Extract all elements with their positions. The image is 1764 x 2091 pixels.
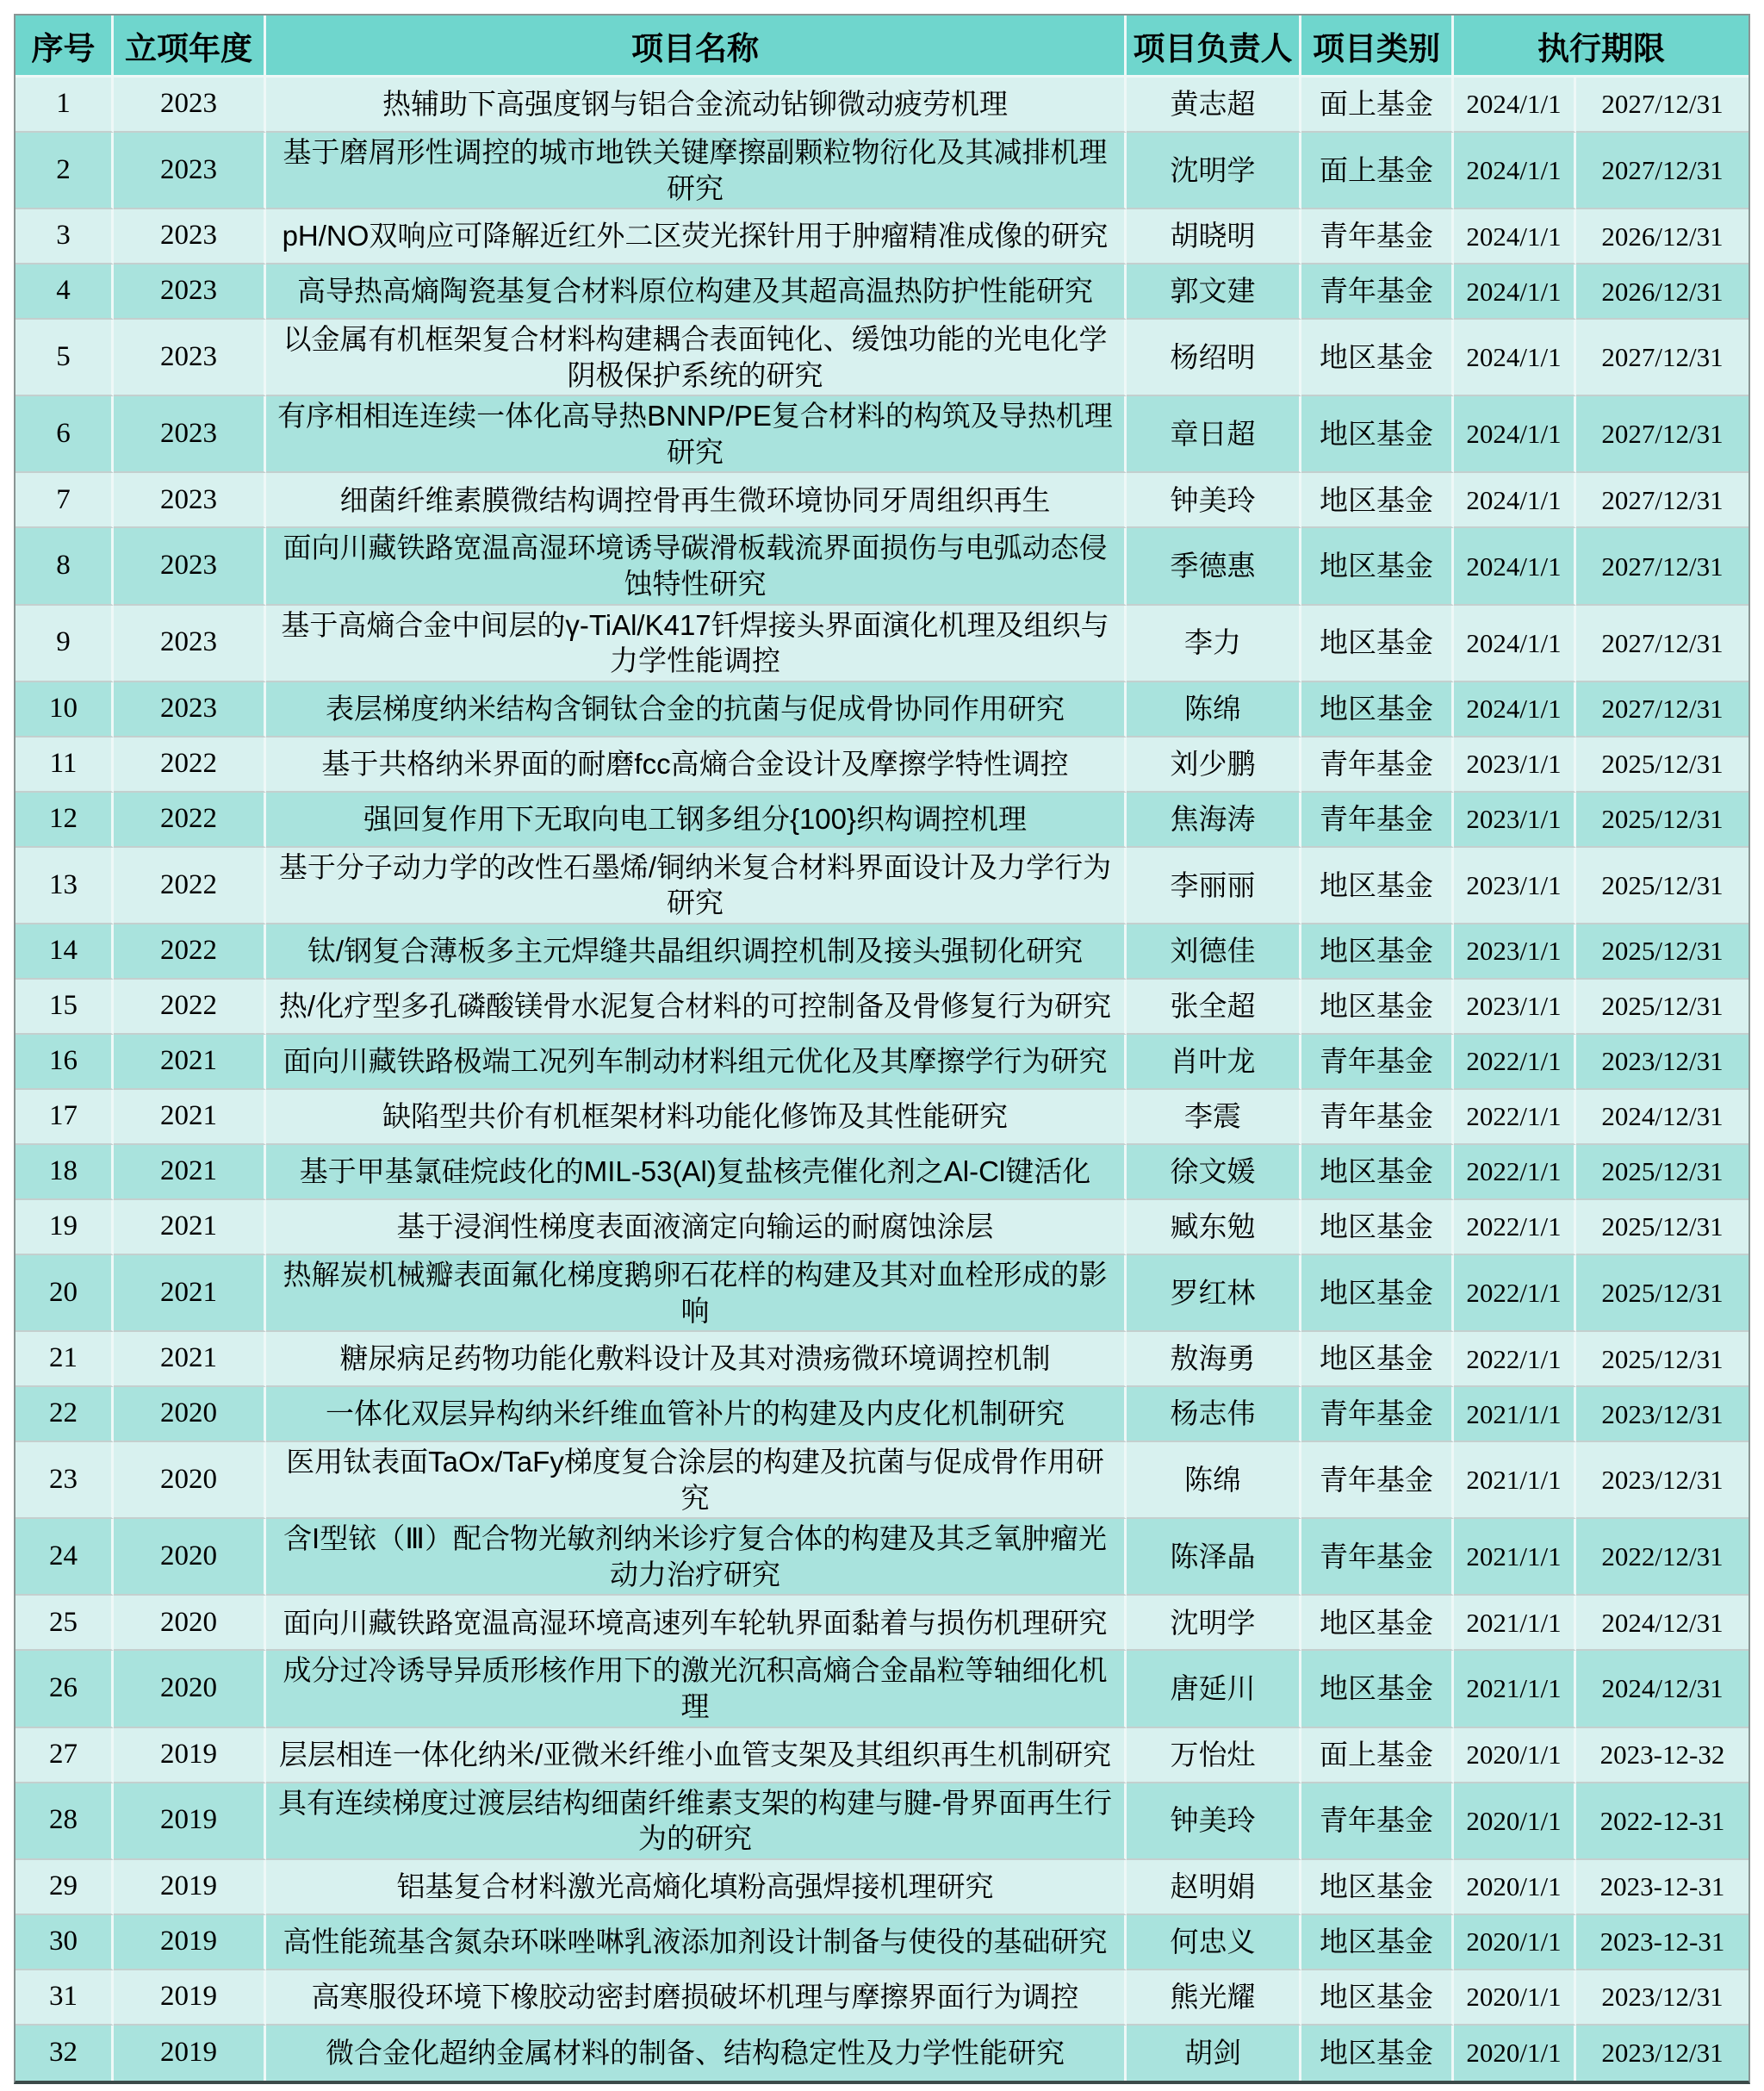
cell-year: 2022 [114, 848, 266, 924]
projects-table-container [14, 14, 1750, 2084]
cell-leader: 李震 [1127, 1090, 1301, 1145]
cell-title: 层层相连一体化纳米/亚微米纤维小血管支架及其组织再生机制研究 [266, 1728, 1127, 1783]
cell-category: 地区基金 [1301, 1970, 1454, 2026]
cell-end-date: 2023-12-31 [1576, 1860, 1748, 1915]
cell-category: 青年基金 [1301, 1090, 1454, 1145]
cell-category: 青年基金 [1301, 1519, 1454, 1596]
cell-year: 2023 [114, 473, 266, 528]
cell-year: 2023 [114, 606, 266, 682]
cell-category: 青年基金 [1301, 737, 1454, 793]
cell-leader: 刘德佳 [1127, 924, 1301, 980]
cell-start-date: 2024/1/1 [1454, 264, 1576, 320]
cell-title: 钛/钢复合薄板多主元焊缝共晶组织调控机制及接头强韧化研究 [266, 924, 1127, 980]
cell-category: 地区基金 [1301, 1200, 1454, 1255]
cell-category: 青年基金 [1301, 793, 1454, 848]
cell-start-date: 2020/1/1 [1454, 1728, 1576, 1783]
cell-leader: 肖叶龙 [1127, 1035, 1301, 1090]
cell-leader: 黄志超 [1127, 78, 1301, 133]
cell-category: 地区基金 [1301, 528, 1454, 605]
cell-index: 16 [16, 1035, 114, 1090]
cell-leader: 沈明学 [1127, 133, 1301, 209]
cell-category: 地区基金 [1301, 1596, 1454, 1651]
table-row [16, 848, 1748, 924]
cell-title: 铝基复合材料激光高熵化填粉高强焊接机理研究 [266, 1860, 1127, 1915]
cell-start-date: 2024/1/1 [1454, 320, 1576, 396]
cell-title: 糖尿病足药物功能化敷料设计及其对溃疡微环境调控机制 [266, 1332, 1127, 1387]
cell-title: 基于浸润性梯度表面液滴定向输运的耐腐蚀涂层 [266, 1200, 1127, 1255]
table-row [16, 682, 1748, 737]
cell-category: 地区基金 [1301, 1860, 1454, 1915]
cell-start-date: 2022/1/1 [1454, 1145, 1576, 1200]
cell-index: 5 [16, 320, 114, 396]
cell-end-date: 2026/12/31 [1576, 264, 1748, 320]
table-row [16, 1200, 1748, 1255]
table-row [16, 1915, 1748, 1970]
cell-title: 高性能巯基含氮杂环咪唑啉乳液添加剂设计制备与使役的基础研究 [266, 1915, 1127, 1970]
table-row [16, 793, 1748, 848]
cell-category: 面上基金 [1301, 1728, 1454, 1783]
cell-category: 地区基金 [1301, 1915, 1454, 1970]
cell-index: 31 [16, 1970, 114, 2026]
col-header-period: 执行期限 [1454, 16, 1748, 78]
cell-leader: 张全超 [1127, 980, 1301, 1035]
cell-start-date: 2022/1/1 [1454, 1090, 1576, 1145]
cell-title: 热解炭机械瓣表面氟化梯度鹅卵石花样的构建及其对血栓形成的影响 [266, 1255, 1127, 1332]
cell-title: 一体化双层异构纳米纤维血管补片的构建及内皮化机制研究 [266, 1387, 1127, 1442]
cell-start-date: 2023/1/1 [1454, 737, 1576, 793]
cell-end-date: 2025/12/31 [1576, 1332, 1748, 1387]
cell-category: 面上基金 [1301, 78, 1454, 133]
cell-title: 基于磨屑形性调控的城市地铁关键摩擦副颗粒物衍化及其减排机理研究 [266, 133, 1127, 209]
cell-end-date: 2022/12/31 [1576, 1519, 1748, 1596]
cell-start-date: 2020/1/1 [1454, 1783, 1576, 1860]
cell-start-date: 2024/1/1 [1454, 473, 1576, 528]
table-row [16, 396, 1748, 473]
cell-end-date: 2027/12/31 [1576, 606, 1748, 682]
col-header-index: 序号 [16, 16, 114, 78]
cell-start-date: 2024/1/1 [1454, 528, 1576, 605]
cell-start-date: 2024/1/1 [1454, 209, 1576, 264]
cell-title: 基于共格纳米界面的耐磨fcc高熵合金设计及摩擦学特性调控 [266, 737, 1127, 793]
cell-leader: 敖海勇 [1127, 1332, 1301, 1387]
cell-title: 基于甲基氯硅烷歧化的MIL-53(Al)复盐核壳催化剂之Al-Cl键活化 [266, 1145, 1127, 1200]
cell-category: 青年基金 [1301, 264, 1454, 320]
cell-leader: 陈泽晶 [1127, 1519, 1301, 1596]
cell-year: 2023 [114, 320, 266, 396]
cell-start-date: 2020/1/1 [1454, 1970, 1576, 2026]
cell-leader: 臧东勉 [1127, 1200, 1301, 1255]
table-row [16, 1332, 1748, 1387]
cell-index: 27 [16, 1728, 114, 1783]
cell-title: 细菌纤维素膜微结构调控骨再生微环境协同牙周组织再生 [266, 473, 1127, 528]
cell-year: 2021 [114, 1145, 266, 1200]
cell-leader: 唐延川 [1127, 1651, 1301, 1727]
cell-index: 13 [16, 848, 114, 924]
cell-start-date: 2022/1/1 [1454, 1200, 1576, 1255]
cell-leader: 钟美玲 [1127, 1783, 1301, 1860]
cell-title: 含I型铱（Ⅲ）配合物光敏剂纳米诊疗复合体的构建及其乏氧肿瘤光动力治疗研究 [266, 1519, 1127, 1596]
col-header-year: 立项年度 [114, 16, 266, 78]
col-header-leader: 项目负责人 [1127, 16, 1301, 78]
cell-end-date: 2023/12/31 [1576, 1387, 1748, 1442]
table-row [16, 1145, 1748, 1200]
cell-end-date: 2024/12/31 [1576, 1596, 1748, 1651]
cell-index: 8 [16, 528, 114, 605]
cell-index: 29 [16, 1860, 114, 1915]
cell-title: 面向川藏铁路极端工况列车制动材料组元优化及其摩擦学行为研究 [266, 1035, 1127, 1090]
cell-index: 30 [16, 1915, 114, 1970]
cell-year: 2020 [114, 1442, 266, 1519]
cell-category: 面上基金 [1301, 133, 1454, 209]
cell-index: 15 [16, 980, 114, 1035]
cell-category: 地区基金 [1301, 848, 1454, 924]
cell-category: 地区基金 [1301, 1145, 1454, 1200]
table-row [16, 1783, 1748, 1860]
cell-leader: 万怡灶 [1127, 1728, 1301, 1783]
cell-category: 地区基金 [1301, 320, 1454, 396]
cell-title: 有序相相连连续一体化高导热BNNP/PE复合材料的构筑及导热机理研究 [266, 396, 1127, 473]
cell-category: 地区基金 [1301, 2026, 1454, 2081]
cell-index: 12 [16, 793, 114, 848]
cell-title: 表层梯度纳米结构含铜钛合金的抗菌与促成骨协同作用研究 [266, 682, 1127, 737]
cell-title: 医用钛表面TaOx/TaFy梯度复合涂层的构建及抗菌与促成骨作用研究 [266, 1442, 1127, 1519]
cell-index: 11 [16, 737, 114, 793]
cell-title: 面向川藏铁路宽温高湿环境诱导碳滑板载流界面损伤与电弧动态侵蚀特性研究 [266, 528, 1127, 605]
cell-end-date: 2027/12/31 [1576, 473, 1748, 528]
cell-category: 地区基金 [1301, 980, 1454, 1035]
table-row [16, 473, 1748, 528]
cell-leader: 李丽丽 [1127, 848, 1301, 924]
cell-leader: 杨绍明 [1127, 320, 1301, 396]
cell-leader: 陈绵 [1127, 1442, 1301, 1519]
cell-category: 青年基金 [1301, 1442, 1454, 1519]
table-row [16, 209, 1748, 264]
cell-start-date: 2021/1/1 [1454, 1442, 1576, 1519]
cell-leader: 郭文建 [1127, 264, 1301, 320]
cell-year: 2019 [114, 1783, 266, 1860]
cell-end-date: 2023/12/31 [1576, 2026, 1748, 2081]
cell-end-date: 2026/12/31 [1576, 209, 1748, 264]
cell-title: 基于高熵合金中间层的γ-TiAl/K417钎焊接头界面演化机理及组织与力学性能调控 [266, 606, 1127, 682]
cell-index: 24 [16, 1519, 114, 1596]
cell-start-date: 2020/1/1 [1454, 1915, 1576, 1970]
cell-start-date: 2024/1/1 [1454, 682, 1576, 737]
cell-start-date: 2021/1/1 [1454, 1596, 1576, 1651]
cell-end-date: 2024/12/31 [1576, 1090, 1748, 1145]
cell-year: 2019 [114, 1728, 266, 1783]
cell-end-date: 2027/12/31 [1576, 682, 1748, 737]
cell-leader: 季德惠 [1127, 528, 1301, 605]
cell-end-date: 2023-12-31 [1576, 1915, 1748, 1970]
cell-title: 强回复作用下无取向电工钢多组分{100}织构调控机理 [266, 793, 1127, 848]
cell-title: 高寒服役环境下橡胶动密封磨损破坏机理与摩擦界面行为调控 [266, 1970, 1127, 2026]
cell-start-date: 2022/1/1 [1454, 1035, 1576, 1090]
cell-year: 2022 [114, 737, 266, 793]
table-row [16, 78, 1748, 133]
cell-leader: 何忠义 [1127, 1915, 1301, 1970]
table-row [16, 1442, 1748, 1519]
cell-leader: 陈绵 [1127, 682, 1301, 737]
projects-table [16, 16, 1748, 2081]
cell-year: 2020 [114, 1387, 266, 1442]
cell-leader: 章日超 [1127, 396, 1301, 473]
cell-title: 微合金化超纳金属材料的制备、结构稳定性及力学性能研究 [266, 2026, 1127, 2081]
cell-title: 以金属有机框架复合材料构建耦合表面钝化、缓蚀功能的光电化学阴极保护系统的研究 [266, 320, 1127, 396]
cell-start-date: 2020/1/1 [1454, 1860, 1576, 1915]
cell-leader: 徐文媛 [1127, 1145, 1301, 1200]
cell-category: 青年基金 [1301, 1035, 1454, 1090]
table-row [16, 264, 1748, 320]
cell-category: 地区基金 [1301, 682, 1454, 737]
cell-end-date: 2027/12/31 [1576, 133, 1748, 209]
cell-title: 面向川藏铁路宽温高湿环境高速列车轮轨界面黏着与损伤机理研究 [266, 1596, 1127, 1651]
cell-year: 2021 [114, 1255, 266, 1332]
cell-title: 热辅助下高强度钢与铝合金流动钻铆微动疲劳机理 [266, 78, 1127, 133]
cell-title: 基于分子动力学的改性石墨烯/铜纳米复合材料界面设计及力学行为研究 [266, 848, 1127, 924]
cell-index: 6 [16, 396, 114, 473]
cell-start-date: 2024/1/1 [1454, 396, 1576, 473]
cell-year: 2022 [114, 924, 266, 980]
cell-index: 1 [16, 78, 114, 133]
cell-end-date: 2023/12/31 [1576, 1442, 1748, 1519]
cell-end-date: 2024/12/31 [1576, 1651, 1748, 1727]
cell-year: 2020 [114, 1596, 266, 1651]
cell-year: 2019 [114, 1860, 266, 1915]
cell-index: 3 [16, 209, 114, 264]
cell-index: 28 [16, 1783, 114, 1860]
cell-start-date: 2022/1/1 [1454, 1332, 1576, 1387]
table-row [16, 1519, 1748, 1596]
table-row [16, 737, 1748, 793]
cell-index: 18 [16, 1145, 114, 1200]
cell-category: 地区基金 [1301, 473, 1454, 528]
cell-end-date: 2025/12/31 [1576, 1145, 1748, 1200]
cell-year: 2021 [114, 1200, 266, 1255]
cell-year: 2019 [114, 2026, 266, 2081]
cell-index: 10 [16, 682, 114, 737]
cell-year: 2021 [114, 1035, 266, 1090]
cell-index: 4 [16, 264, 114, 320]
cell-title: pH/NO双响应可降解近红外二区荧光探针用于肿瘤精准成像的研究 [266, 209, 1127, 264]
cell-year: 2021 [114, 1090, 266, 1145]
cell-end-date: 2027/12/31 [1576, 78, 1748, 133]
col-header-title: 项目名称 [266, 16, 1127, 78]
cell-start-date: 2020/1/1 [1454, 2026, 1576, 2081]
cell-index: 32 [16, 2026, 114, 2081]
cell-year: 2022 [114, 793, 266, 848]
cell-leader: 李力 [1127, 606, 1301, 682]
table-row [16, 1090, 1748, 1145]
cell-title: 成分过冷诱导异质形核作用下的激光沉积高熵合金晶粒等轴细化机理 [266, 1651, 1127, 1727]
cell-start-date: 2021/1/1 [1454, 1387, 1576, 1442]
table-row [16, 980, 1748, 1035]
table-body [16, 78, 1748, 2081]
cell-end-date: 2022-12-31 [1576, 1783, 1748, 1860]
cell-end-date: 2027/12/31 [1576, 320, 1748, 396]
cell-leader: 沈明学 [1127, 1596, 1301, 1651]
table-row [16, 2026, 1748, 2081]
cell-index: 19 [16, 1200, 114, 1255]
cell-leader: 钟美玲 [1127, 473, 1301, 528]
table-row [16, 320, 1748, 396]
cell-year: 2023 [114, 133, 266, 209]
cell-end-date: 2025/12/31 [1576, 793, 1748, 848]
cell-index: 2 [16, 133, 114, 209]
cell-title: 具有连续梯度过渡层结构细菌纤维素支架的构建与腱-骨界面再生行为的研究 [266, 1783, 1127, 1860]
cell-category: 青年基金 [1301, 1387, 1454, 1442]
cell-index: 26 [16, 1651, 114, 1727]
cell-category: 青年基金 [1301, 209, 1454, 264]
cell-start-date: 2024/1/1 [1454, 606, 1576, 682]
cell-index: 21 [16, 1332, 114, 1387]
cell-start-date: 2021/1/1 [1454, 1651, 1576, 1727]
cell-start-date: 2024/1/1 [1454, 133, 1576, 209]
cell-end-date: 2025/12/31 [1576, 737, 1748, 793]
table-row [16, 1728, 1748, 1783]
cell-leader: 焦海涛 [1127, 793, 1301, 848]
cell-year: 2023 [114, 396, 266, 473]
cell-index: 9 [16, 606, 114, 682]
cell-end-date: 2025/12/31 [1576, 980, 1748, 1035]
cell-category: 地区基金 [1301, 1255, 1454, 1332]
cell-title: 高导热高熵陶瓷基复合材料原位构建及其超高温热防护性能研究 [266, 264, 1127, 320]
cell-leader: 熊光耀 [1127, 1970, 1301, 2026]
cell-category: 地区基金 [1301, 606, 1454, 682]
cell-year: 2023 [114, 682, 266, 737]
cell-year: 2019 [114, 1970, 266, 2026]
cell-category: 地区基金 [1301, 1332, 1454, 1387]
table-row [16, 1651, 1748, 1727]
cell-end-date: 2025/12/31 [1576, 1255, 1748, 1332]
table-row [16, 1255, 1748, 1332]
cell-leader: 胡晓明 [1127, 209, 1301, 264]
cell-index: 22 [16, 1387, 114, 1442]
cell-year: 2023 [114, 528, 266, 605]
cell-year: 2019 [114, 1915, 266, 1970]
cell-year: 2022 [114, 980, 266, 1035]
table-row [16, 1860, 1748, 1915]
cell-end-date: 2023/12/31 [1576, 1035, 1748, 1090]
cell-index: 7 [16, 473, 114, 528]
cell-category: 青年基金 [1301, 1783, 1454, 1860]
cell-end-date: 2025/12/31 [1576, 924, 1748, 980]
cell-category: 地区基金 [1301, 396, 1454, 473]
cell-leader: 胡剑 [1127, 2026, 1301, 2081]
cell-start-date: 2023/1/1 [1454, 848, 1576, 924]
cell-start-date: 2022/1/1 [1454, 1255, 1576, 1332]
cell-start-date: 2023/1/1 [1454, 980, 1576, 1035]
table-header [16, 16, 1748, 78]
cell-start-date: 2023/1/1 [1454, 793, 1576, 848]
cell-start-date: 2021/1/1 [1454, 1519, 1576, 1596]
cell-end-date: 2025/12/31 [1576, 848, 1748, 924]
cell-year: 2020 [114, 1651, 266, 1727]
cell-leader: 罗红林 [1127, 1255, 1301, 1332]
cell-end-date: 2027/12/31 [1576, 396, 1748, 473]
cell-start-date: 2023/1/1 [1454, 924, 1576, 980]
cell-year: 2021 [114, 1332, 266, 1387]
table-row [16, 528, 1748, 605]
table-row [16, 1970, 1748, 2026]
cell-start-date: 2024/1/1 [1454, 78, 1576, 133]
table-row [16, 924, 1748, 980]
cell-end-date: 2027/12/31 [1576, 528, 1748, 605]
cell-title: 缺陷型共价有机框架材料功能化修饰及其性能研究 [266, 1090, 1127, 1145]
cell-year: 2023 [114, 264, 266, 320]
table-row [16, 606, 1748, 682]
table-row [16, 133, 1748, 209]
cell-index: 25 [16, 1596, 114, 1651]
table-row [16, 1035, 1748, 1090]
cell-index: 23 [16, 1442, 114, 1519]
table-row [16, 1596, 1748, 1651]
cell-leader: 赵明娟 [1127, 1860, 1301, 1915]
cell-index: 20 [16, 1255, 114, 1332]
cell-index: 17 [16, 1090, 114, 1145]
cell-leader: 杨志伟 [1127, 1387, 1301, 1442]
cell-year: 2023 [114, 78, 266, 133]
cell-end-date: 2025/12/31 [1576, 1200, 1748, 1255]
cell-leader: 刘少鹏 [1127, 737, 1301, 793]
cell-end-date: 2023/12/31 [1576, 1970, 1748, 2026]
cell-end-date: 2023-12-32 [1576, 1728, 1748, 1783]
cell-title: 热/化疗型多孔磷酸镁骨水泥复合材料的可控制备及骨修复行为研究 [266, 980, 1127, 1035]
cell-category: 地区基金 [1301, 1651, 1454, 1727]
cell-category: 地区基金 [1301, 924, 1454, 980]
cell-year: 2023 [114, 209, 266, 264]
col-header-category: 项目类别 [1301, 16, 1454, 78]
table-row [16, 1387, 1748, 1442]
cell-year: 2020 [114, 1519, 266, 1596]
cell-index: 14 [16, 924, 114, 980]
header-row [16, 16, 1748, 78]
